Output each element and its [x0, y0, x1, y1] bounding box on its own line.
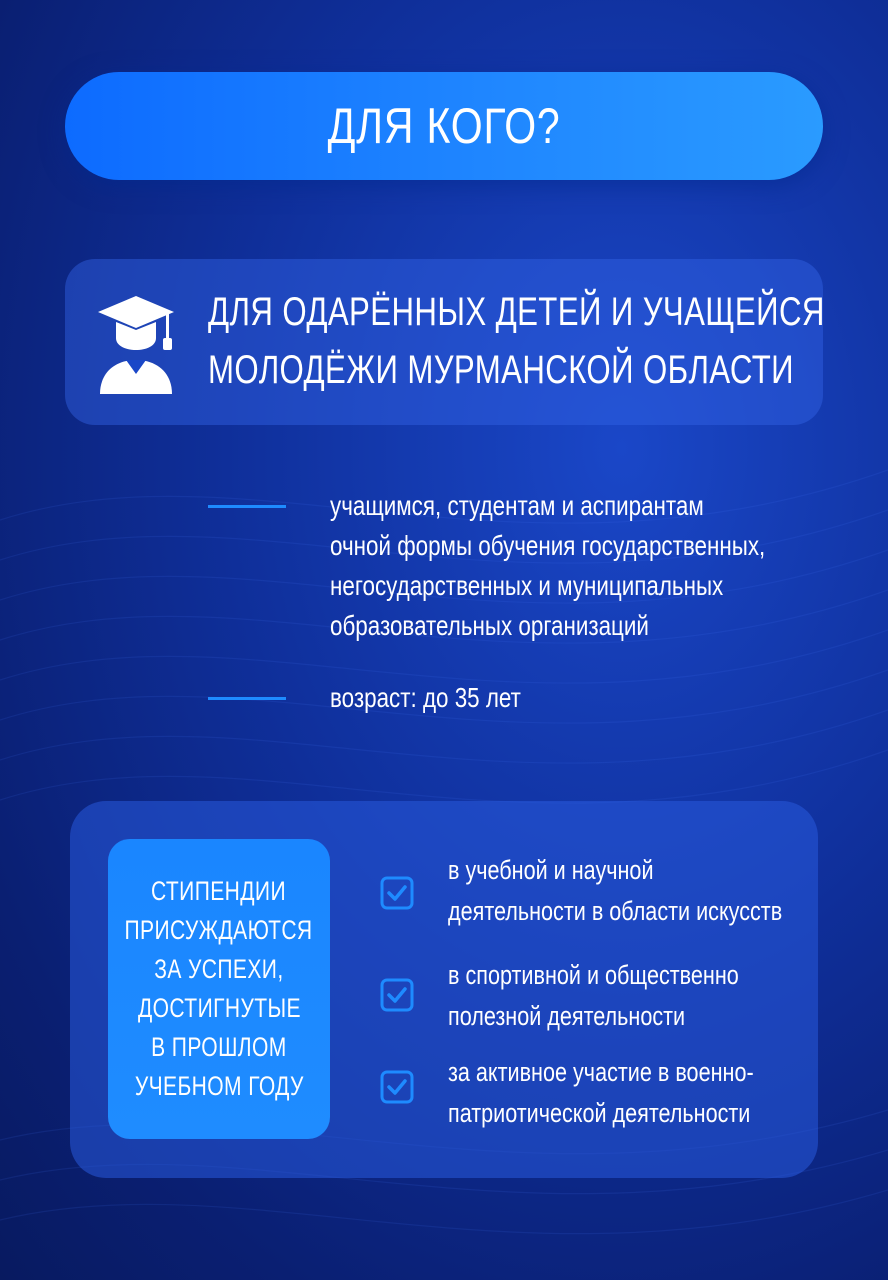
award-item-text [448, 850, 782, 932]
award-line: СТИПЕНДИИ [151, 876, 287, 906]
audience-line: МОЛОДЁЖИ МУРМАНСКОЙ ОБЛАСТИ [208, 348, 794, 392]
page-title: ДЛЯ КОГО? [327, 98, 561, 154]
award-line: УЧЕБНОМ ГОДУ [134, 1071, 304, 1101]
award-item-line: деятельности в области искусств [448, 896, 783, 926]
award-line: ЗА УСПЕХИ, [154, 954, 284, 984]
award-line: ДОСТИГНУТЫЕ [137, 993, 301, 1023]
award-item-text [448, 1052, 754, 1134]
graduate-icon [96, 294, 176, 394]
criterion-text [330, 678, 521, 718]
bullet-dash [208, 697, 286, 700]
award-line: В ПРОШЛОМ [151, 1032, 287, 1062]
checkbox-icon [380, 1070, 414, 1104]
award-item-line: в спортивной и общественно [448, 960, 739, 990]
criterion-line: негосударственных и муниципальных [330, 570, 724, 601]
bullet-dash [208, 505, 286, 508]
audience-line: ДЛЯ ОДАРЁННЫХ ДЕТЕЙ И УЧАЩЕЙСЯ [208, 290, 825, 334]
checkbox-icon [380, 978, 414, 1012]
award-item-line: полезной деятельности [448, 1001, 686, 1031]
award-item-line: патриотической деятельности [448, 1098, 751, 1128]
checkbox-icon [380, 876, 414, 910]
criterion-line: очной формы обучения государственных, [330, 530, 766, 561]
criterion-line: образовательных организаций [330, 610, 649, 641]
award-item-text [448, 955, 739, 1037]
criterion-line: учащимся, студентам и аспирантам [330, 490, 704, 521]
awards-badge [108, 839, 330, 1139]
criterion-line: возраст: до 35 лет [330, 682, 521, 713]
title-banner [65, 72, 823, 180]
audience-heading [208, 283, 825, 399]
award-item-line: в учебной и научной [448, 855, 654, 885]
award-item-line: за активное участие в военно- [448, 1057, 754, 1087]
criterion-text [330, 486, 765, 646]
award-line: ПРИСУЖДАЮТСЯ [124, 915, 314, 945]
